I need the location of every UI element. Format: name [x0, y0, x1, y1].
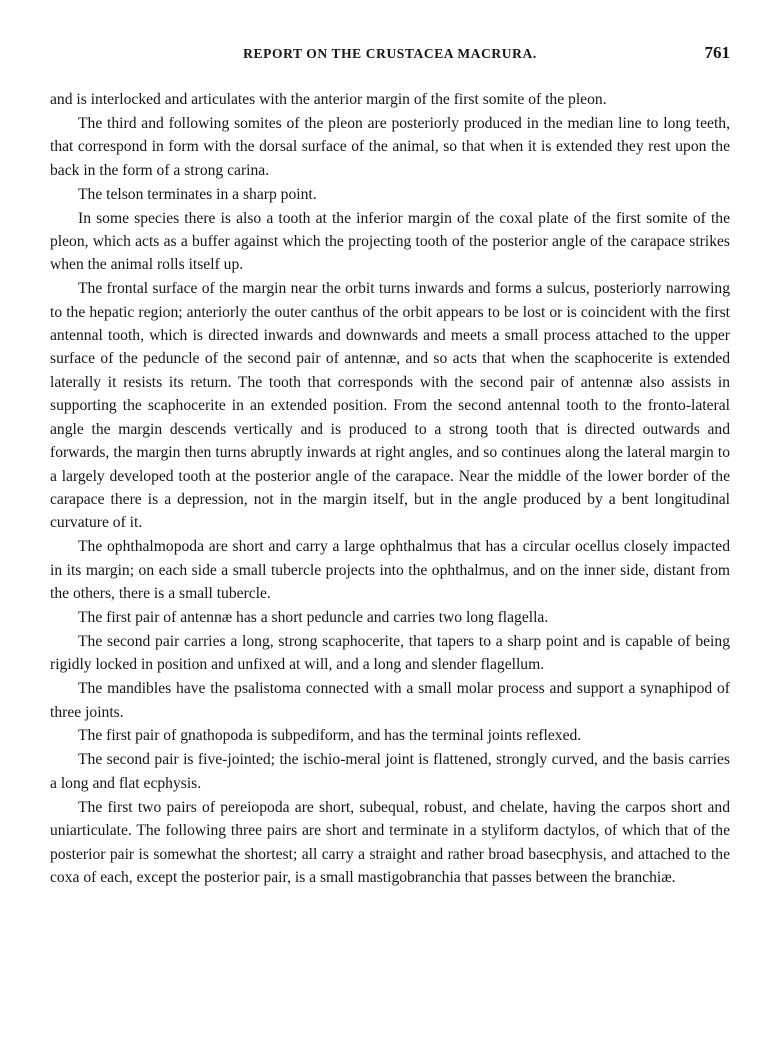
- page: [50, 0, 730, 1050]
- paragraph: The second pair carries a long, strong scaphocerite, that tapers to a sharp point and is capable of being rigidly locked in position and unfixed at will, and a long and slender flagellum.: [50, 632, 730, 674]
- paragraph: The second pair is five-jointed; the ischio-meral joint is flattened, strongly curved, and the basis carries a long and flat ecphysis.: [50, 751, 730, 792]
- paragraph: The frontal surface of the margin near the orbit turns inwards and forms a sulcus, posteriorly narrowing to the hepatic region; anteriorly the outer canthus of the orbit appears to be lost or is coincident with the first antennal tooth, which is directed inwards and downwards and meets a small process attached to the upper surface of the peduncle of the second pair of antennæ, and so acts that when the scaphocerite is extended laterally it resists its return. The tooth that corresponds with the second pair of antennæ also assists in supporting the scaphocerite in an extended position. From the second antennal tooth to the fronto-lateral angle the margin descends vertically and is produced to a strong tooth that is directed outwards and forwards, the margin then turns abruptly inwards at right angles, and so continues along the lateral margin to a largely developed tooth at the posterior angle of the carapace. Near the middle of the lower border of the carapace there is a depression, not in the margin itself, but in the angle produced by a bent longitudinal curvature of it.: [50, 280, 730, 532]
- paragraph: The first pair of antennæ has a short peduncle and carries two long flagella.: [78, 608, 549, 626]
- running-title: REPORT ON THE CRUSTACEA MACRURA.: [243, 46, 537, 61]
- page-header: [50, 40, 730, 70]
- body-text: [50, 88, 730, 890]
- paragraph: In some species there is also a tooth at the inferior margin of the coxal plate of the first somite of the pleon, which acts as a buffer against which the projecting tooth of the posterior angle of the carapace strikes when the animal rolls itself up.: [50, 209, 730, 274]
- paragraph: The telson terminates in a sharp point.: [78, 185, 317, 203]
- paragraph: The third and following somites of the pleon are posteriorly produced in the median line to long teeth, that correspond in form with the dorsal surface of the animal, so that when it is extended they rest upon the back in the form of a strong carina.: [50, 114, 730, 179]
- paragraph: The mandibles have the psalistoma connected with a small molar process and support a synaphipod of three joints.: [50, 680, 730, 721]
- paragraph: and is interlocked and articulates with the anterior margin of the first somite of the pleon.: [50, 91, 607, 108]
- paragraph: The first two pairs of pereiopoda are short, subequal, robust, and chelate, having the carpos short and uniarticulate. The following three pairs are short and terminate in a styliform dactylos, of which that of the posterior pair is somewhat the shortest; all carry a straight and rather broad basecphysis, and attached to the coxa of each, except the posterior pair, is a small mastigobranchia that passes between the branchiæ.: [50, 798, 730, 886]
- paragraph: The first pair of gnathopoda is subpediform, and has the terminal joints reflexed.: [78, 727, 582, 745]
- page-number: 761: [704, 43, 730, 62]
- paragraph: The ophthalmopoda are short and carry a large ophthalmus that has a circular ocellus closely impacted in its margin; on each side a small tubercle projects into the ophthalmus, and on the inner side, distant from the others, there is a small tubercle.: [50, 538, 730, 603]
